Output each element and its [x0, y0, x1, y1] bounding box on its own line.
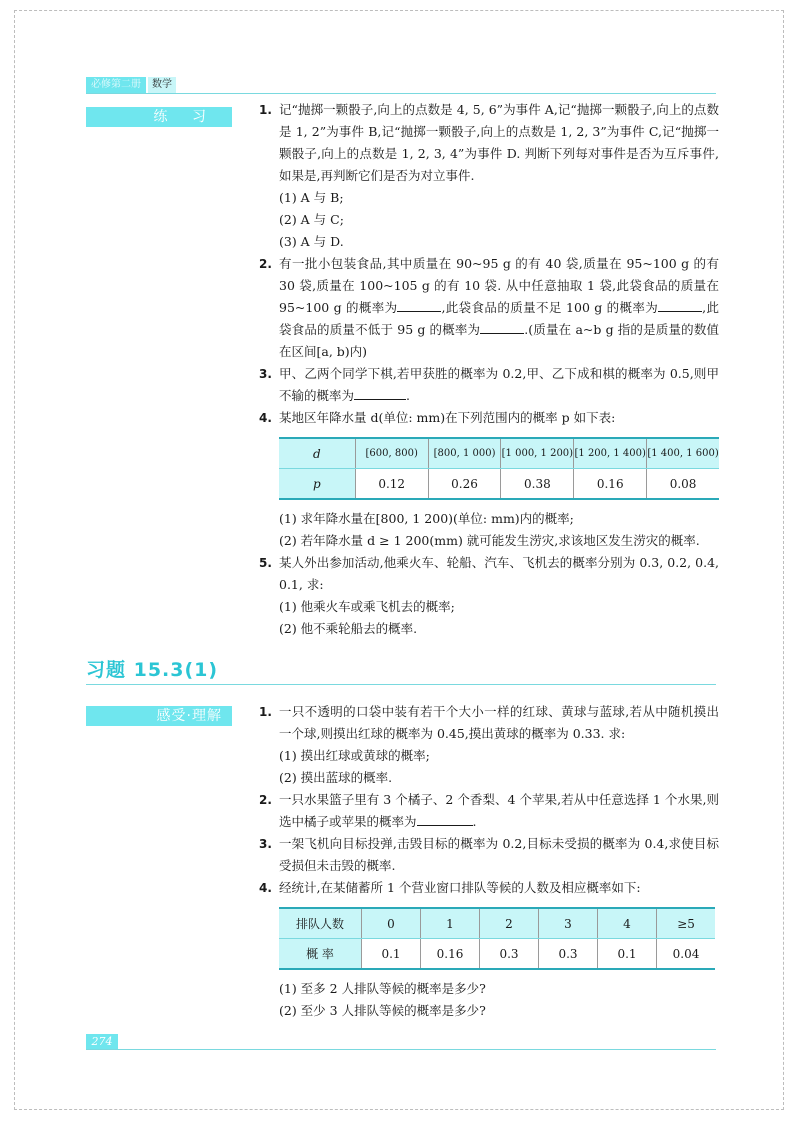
table-cell: 0.3 [539, 939, 598, 970]
section-title: 习题 15.3(1) [86, 659, 219, 681]
header-rule [86, 93, 716, 94]
answer-blank[interactable] [397, 297, 441, 312]
page-number: 274 [86, 1034, 118, 1049]
table-cell: [1 400, 1 600) [647, 438, 719, 469]
table-cell: [600, 800) [355, 438, 428, 469]
exercise-q2: 2. 一只水果篮子里有 3 个橘子、2 个香梨、4 个苹果,若从中任意选择 1 个水果,则选中橘子或苹果的概率为 . [259, 792, 719, 829]
practice-q4-sub2: (2) 若年降水量 d ≥ 1 200(mm) 就可能发生涝灾,求该地区发生涝灾的概率. [279, 533, 700, 548]
practice-q1: 1. 记“抛掷一颗骰子,向上的点数是 4, 5, 6”为事件 A,记“抛掷一颗骰子,向上的点数是 1, 2”为事件 B,记“抛掷一颗骰子,向上的点数是 1, 2, 3”为事件 C,记“抛掷一颗骰子,向上的点数是 1, 2, 3, 4”为事件 D. 判断下列每对事件是否为互斥事件,如果是,再判断它们是否为对立事件. (1) A 与 B; (2) A 与 C; (3) A 与 D. [259, 102, 719, 249]
book-name: 必修第二册 [86, 77, 146, 93]
table-cell: 0.16 [421, 939, 480, 970]
answer-blank[interactable] [658, 297, 702, 312]
answer-blank[interactable] [354, 385, 406, 400]
exercise-q4-sub2: (2) 至少 3 人排队等候的概率是多少? [279, 1003, 486, 1018]
rainfall-table [279, 437, 719, 500]
running-header [86, 77, 176, 93]
section-rule [86, 684, 716, 685]
footer-rule [86, 1049, 716, 1050]
table-cell: 0.1 [598, 939, 657, 970]
table-cell: [1 000, 1 200) [501, 438, 574, 469]
table-cell: ≥5 [657, 908, 716, 939]
practice-label: 练 习 [86, 107, 232, 127]
table-cell: 1 [421, 908, 480, 939]
practice-q4: 4. 某地区年降水量 d(单位: mm)在下列范围内的概率 p 如下表: [259, 410, 616, 425]
queue-table [279, 907, 715, 970]
practice-q5: 5. 某人外出参加活动,他乘火车、轮船、汽车、飞机去的概率分别为 0.3, 0.2, 0.4, 0.1, 求: (1) 他乘火车或乘飞机去的概率; (2) 他不乘轮船去的概率. [259, 555, 719, 636]
subject-name: 数学 [148, 77, 176, 93]
practice-q3: 3. 甲、乙两个同学下棋,若甲获胜的概率为 0.2,甲、乙下成和棋的概率为 0.5,则甲不输的概率为 . [259, 366, 719, 403]
table-cell: 4 [598, 908, 657, 939]
table-cell: 概 率 [279, 939, 362, 970]
table-cell: 0.12 [355, 469, 428, 500]
table-cell: 0.04 [657, 939, 716, 970]
table-cell: d [279, 438, 355, 469]
practice-q2: 2. 有一批小包装食品,其中质量在 90~95 g 的有 40 袋,质量在 95~100 g 的有 30 袋,质量在 100~105 g 的有 10 袋. 从中任意抽取 1 袋,此袋食品的质量在 95~100 g 的概率为 ,此袋食品的质量不足 100 g 的概率为 ,此袋食品的质量不低于 95 g 的概率为 .(质量在 a~b g 指的是质量的数值在区间[a, b)内) [259, 256, 719, 359]
table-cell: 0 [362, 908, 421, 939]
table-cell: 0.38 [501, 469, 574, 500]
answer-blank[interactable] [417, 811, 473, 826]
table-cell: 0.08 [647, 469, 719, 500]
practice-q4-sub1: (1) 求年降水量在[800, 1 200)(单位: mm)内的概率; [279, 511, 574, 526]
table-cell: 0.1 [362, 939, 421, 970]
table-cell: 0.16 [574, 469, 647, 500]
table-cell: 0.26 [428, 469, 501, 500]
exercise-q3: 3. 一架飞机向目标投弹,击毁目标的概率为 0.2,目标未受损的概率为 0.4,求使目标受损但未击毁的概率. [259, 836, 719, 873]
table-cell: [1 200, 1 400) [574, 438, 647, 469]
table-cell: [800, 1 000) [428, 438, 501, 469]
table-cell: p [279, 469, 355, 500]
exercise-q4-sub1: (1) 至多 2 人排队等候的概率是多少? [279, 981, 486, 996]
exercise-q4: 4. 经统计,在某储蓄所 1 个营业窗口排队等候的人数及相应概率如下: [259, 880, 641, 895]
table-cell: 排队人数 [279, 908, 362, 939]
answer-blank[interactable] [480, 319, 524, 334]
practice-questions [259, 99, 719, 640]
table-cell: 3 [539, 908, 598, 939]
table-cell: 0.3 [480, 939, 539, 970]
table-cell: 2 [480, 908, 539, 939]
exercise-q1: 1. 一只不透明的口袋中装有若干个大小一样的红球、黄球与蓝球,若从中随机摸出一个球,则摸出红球的概率为 0.45,摸出黄球的概率为 0.33. 求: (1) 摸出红球或黄球的概率; (2) 摸出蓝球的概率. [259, 704, 719, 785]
exercise-label: 感受·理解 [86, 706, 232, 726]
exercise-questions [259, 701, 719, 1022]
